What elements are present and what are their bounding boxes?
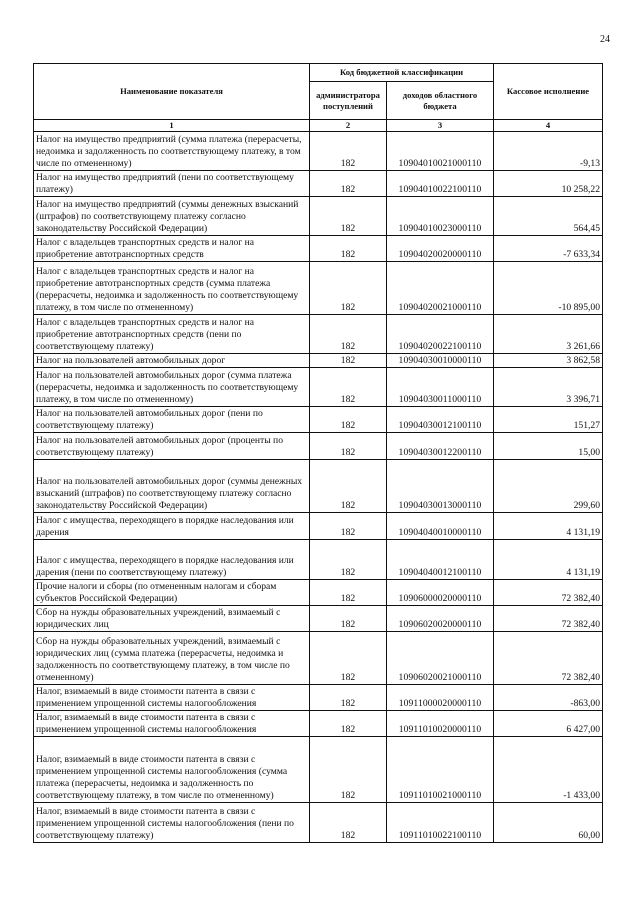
table-row: [34, 459, 603, 512]
table-row: [34, 196, 603, 235]
row-code: 10904010023000110: [387, 196, 494, 235]
row-name: Налог с имущества, переходящего в порядке наследования или дарения (пени по соответствующему платежу): [34, 539, 310, 579]
row-code: 10904010021000110: [387, 131, 494, 170]
row-code: 10906020020000110: [387, 605, 494, 631]
row-admin: 182: [310, 261, 387, 314]
row-code: 10906020021000110: [387, 631, 494, 684]
row-admin: 182: [310, 432, 387, 459]
row-amount: 10 258,22: [494, 170, 603, 196]
row-amount: -9,13: [494, 131, 603, 170]
row-name: Налог, взимаемый в виде стоимости патента в связи с применением упрощенной системы налогообложения (пени по соответствующему платежу): [34, 802, 310, 842]
table-row: [34, 131, 603, 170]
table-row: [34, 539, 603, 579]
row-amount: 4 131,19: [494, 512, 603, 539]
row-code: 10911010022100110: [387, 802, 494, 842]
row-name: Налог, взимаемый в виде стоимости патента в связи с применением упрощенной системы налогообложения: [34, 710, 310, 736]
row-code: 10904030010000110: [387, 353, 494, 367]
row-admin: 182: [310, 406, 387, 432]
row-code: 10904020021000110: [387, 261, 494, 314]
row-code: 10904030013000110: [387, 459, 494, 512]
table-row: [34, 235, 603, 261]
row-admin: 182: [310, 539, 387, 579]
table-row: [34, 631, 603, 684]
row-admin: 182: [310, 736, 387, 802]
row-admin: 182: [310, 512, 387, 539]
row-name: Налог с владельцев транспортных средств и налог на приобретение автотранспортных средств (пени по соответствующему платежу): [34, 314, 310, 353]
row-name: Прочие налоги и сборы (по отмененным налогам и сборам субъектов Российской Федерации): [34, 579, 310, 605]
row-amount: 3 396,71: [494, 367, 603, 406]
row-amount: 72 382,40: [494, 605, 603, 631]
row-amount: 299,60: [494, 459, 603, 512]
row-code: 10904030011000110: [387, 367, 494, 406]
row-code: 10906000020000110: [387, 579, 494, 605]
row-name: Налог на имущество предприятий (сумма платежа (перерасчеты, недоимка и задолженность по соответствующему платежу, в том числе по отмененному): [34, 131, 310, 170]
row-amount: -7 633,34: [494, 235, 603, 261]
table-row: [34, 802, 603, 842]
header-execution: Кассовое исполнение: [494, 64, 603, 120]
row-amount: 15,00: [494, 432, 603, 459]
row-amount: 72 382,40: [494, 631, 603, 684]
row-amount: 4 131,19: [494, 539, 603, 579]
table-row: [34, 367, 603, 406]
row-code: 10911010020000110: [387, 710, 494, 736]
row-name: Налог, взимаемый в виде стоимости патента в связи с применением упрощенной системы налогообложения: [34, 684, 310, 710]
header-admin: администратора поступлений: [310, 82, 387, 120]
row-amount: -10 895,00: [494, 261, 603, 314]
row-admin: 182: [310, 353, 387, 367]
table-row: [34, 512, 603, 539]
row-name: Сбор на нужды образовательных учреждений, взимаемый с юридических лиц (сумма платежа (перерасчеты, недоимка и задолженность по соответствующему платежу, в том числе по отмененному): [34, 631, 310, 684]
table-row: [34, 710, 603, 736]
budget-execution-table: [33, 63, 603, 843]
row-code: 10904030012200110: [387, 432, 494, 459]
row-amount: 3 862,58: [494, 353, 603, 367]
table-row: [34, 684, 603, 710]
table-row: [34, 736, 603, 802]
row-name: Налог на пользователей автомобильных дорог (сумма платежа (перерасчеты, недоимка и задолженность по соответствующему платежу, в том числе по отмененному): [34, 367, 310, 406]
row-name: Налог на пользователей автомобильных дорог (суммы денежных взысканий (штрафов) по соответствующему платежу согласно законодательству Российской Федерации): [34, 459, 310, 512]
row-code: 10904020020000110: [387, 235, 494, 261]
header-name: Наименование показателя: [34, 64, 310, 120]
col-number: 3: [387, 120, 494, 132]
row-name: Сбор на нужды образовательных учреждений, взимаемый с юридических лиц: [34, 605, 310, 631]
table-row: [34, 605, 603, 631]
row-admin: 182: [310, 710, 387, 736]
row-code: 10904040012100110: [387, 539, 494, 579]
table-row: [34, 579, 603, 605]
row-admin: 182: [310, 314, 387, 353]
row-name: Налог на пользователей автомобильных дорог (пени по соответствующему платежу): [34, 406, 310, 432]
col-number: 2: [310, 120, 387, 132]
row-admin: 182: [310, 170, 387, 196]
row-name: Налог на имущество предприятий (суммы денежных взысканий (штрафов) по соответствующему платежу согласно законодательству Российской Федерации): [34, 196, 310, 235]
row-admin: 182: [310, 631, 387, 684]
row-code: 10904020022100110: [387, 314, 494, 353]
table-row: [34, 432, 603, 459]
row-name: Налог с владельцев транспортных средств и налог на приобретение автотранспортных средств: [34, 235, 310, 261]
row-amount: 60,00: [494, 802, 603, 842]
col-number: 1: [34, 120, 310, 132]
row-amount: 151,27: [494, 406, 603, 432]
row-admin: 182: [310, 131, 387, 170]
header-income: доходов областного бюджета: [387, 82, 494, 120]
row-amount: 3 261,66: [494, 314, 603, 353]
table-row: [34, 261, 603, 314]
row-admin: 182: [310, 605, 387, 631]
row-admin: 182: [310, 367, 387, 406]
row-admin: 182: [310, 684, 387, 710]
row-name: Налог на имущество предприятий (пени по соответствующему платежу): [34, 170, 310, 196]
row-amount: -863,00: [494, 684, 603, 710]
row-admin: 182: [310, 579, 387, 605]
row-amount: 72 382,40: [494, 579, 603, 605]
row-admin: 182: [310, 802, 387, 842]
row-name: Налог на пользователей автомобильных дорог: [34, 353, 310, 367]
row-code: 10911010021000110: [387, 736, 494, 802]
header-budget-code: Код бюджетной классификации: [310, 64, 494, 82]
table-row: [34, 314, 603, 353]
row-admin: 182: [310, 459, 387, 512]
table-row: [34, 353, 603, 367]
row-admin: 182: [310, 196, 387, 235]
row-code: 10904030012100110: [387, 406, 494, 432]
row-amount: -1 433,00: [494, 736, 603, 802]
row-amount: 564,45: [494, 196, 603, 235]
row-name: Налог с владельцев транспортных средств и налог на приобретение автотранспортных средств (сумма платежа (перерасчеты, недоимка и задолженность по соответствующему платежу, в том числе по отмененному): [34, 261, 310, 314]
page-number: 24: [600, 34, 610, 45]
col-number: 4: [494, 120, 603, 132]
row-amount: 6 427,00: [494, 710, 603, 736]
row-name: Налог на пользователей автомобильных дорог (проценты по соответствующему платежу): [34, 432, 310, 459]
row-code: 10904040010000110: [387, 512, 494, 539]
row-name: Налог, взимаемый в виде стоимости патента в связи с применением упрощенной системы налогообложения (сумма платежа (перерасчеты, недоимка и задолженность по соответствующему платежу, в том числе по отмененному): [34, 736, 310, 802]
row-code: 10911000020000110: [387, 684, 494, 710]
table-row: [34, 170, 603, 196]
row-name: Налог с имущества, переходящего в порядке наследования или дарения: [34, 512, 310, 539]
row-code: 10904010022100110: [387, 170, 494, 196]
row-admin: 182: [310, 235, 387, 261]
table-row: [34, 406, 603, 432]
